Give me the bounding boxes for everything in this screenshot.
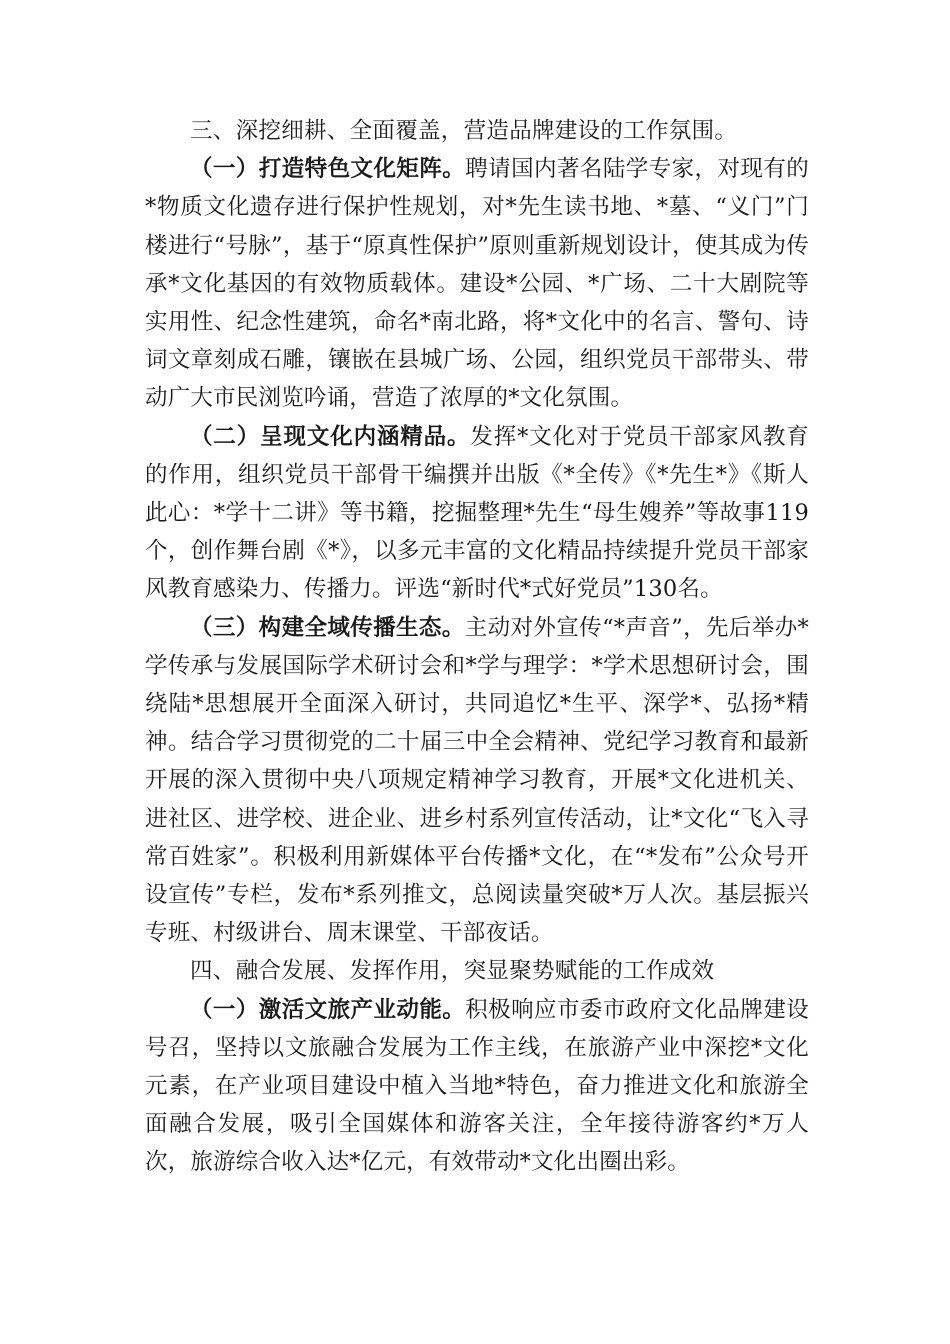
paragraph-3-3: [145, 609, 809, 953]
paragraph-lead: （三）构建全域传播生态。: [190, 614, 465, 641]
document-body: [145, 112, 809, 1182]
paragraph-3-1: [145, 150, 809, 417]
paragraph-lead: （一）打造特色文化矩阵。: [190, 156, 466, 183]
paragraph-text: 积极响应市委市政府文化品牌建设号召，坚持以文旅融合发展为工作主线，在旅游产业中深挖*文化元素，在产业项目建设中植入当地*特色，奋力推进文化和旅游全面融合发展，吸引全国媒体和游客关注，全年接待游客约*万人次，旅游综合收入达*亿元，有效带动*文化出圈出彩。: [145, 996, 809, 1176]
section-heading-3: 三、深挖细耕、全面覆盖，营造品牌建设的工作氛围。: [190, 118, 738, 144]
paragraph-3-2: [145, 418, 809, 609]
paragraph-4-1: [145, 991, 809, 1182]
paragraph-text: 聘请国内著名陆学专家，对现有的*物质文化遗存进行保护性规划，对*先生读书地、*墓、“义门”门楼进行“号脉”，基于“原真性保护”原则重新规划设计，使其成为传承*文化基因的有效物质载体。建设*公园、*广场、二十大剧院等实用性、纪念性建筑，命名*南北路，将*文化中的名言、警句、诗词文章刻成石雕，镶嵌在县城广场、公园，组织党员干部带头、带动广大市民浏览吟诵，营造了浓厚的*文化氛围。: [145, 156, 809, 412]
section-heading-4: 四、融合发展、发挥作用，突显聚势赋能的工作成效: [190, 958, 715, 985]
paragraph-lead: （一）激活文旅产业动能。: [190, 996, 466, 1023]
paragraph-lead: （二）呈现文化内涵精品。: [190, 423, 471, 450]
paragraph-text: 主动对外宣传“*声音”，先后举办*学传承与发展国际学术研讨会和*学与理学：*学术思想研讨会，围绕陆*思想展开全面深入研讨，共同追忆*生平、深学*、弘扬*精神。结合学习贯彻党的二十届三中全会精神、党纪学习教育和最新开展的深入贯彻中央八项规定精神学习教育，开展*文化进机关、进社区、进学校、进企业、进乡村系列宣传活动，让*文化“飞入寻常百姓家”。积极利用新媒体平台传播*文化，在“*发布”公众号开设宣传”专栏，发布*系列推文，总阅读量突破*万人次。基层振兴专班、村级讲台、周末课堂、干部夜话。: [145, 614, 810, 947]
paragraph-text: 发挥*文化对于党员干部家风教育的作用，组织党员干部骨干编撰并出版《*全传》《*先生*》《斯人此心：*学十二讲》等书籍，挖掘整理*先生“母生嫂养”等故事119个，创作舞台剧《*》，以多元丰富的文化精品持续提升党员干部家风教育感染力、传播力。评选“新时代*式好党员”130名。: [145, 423, 809, 603]
